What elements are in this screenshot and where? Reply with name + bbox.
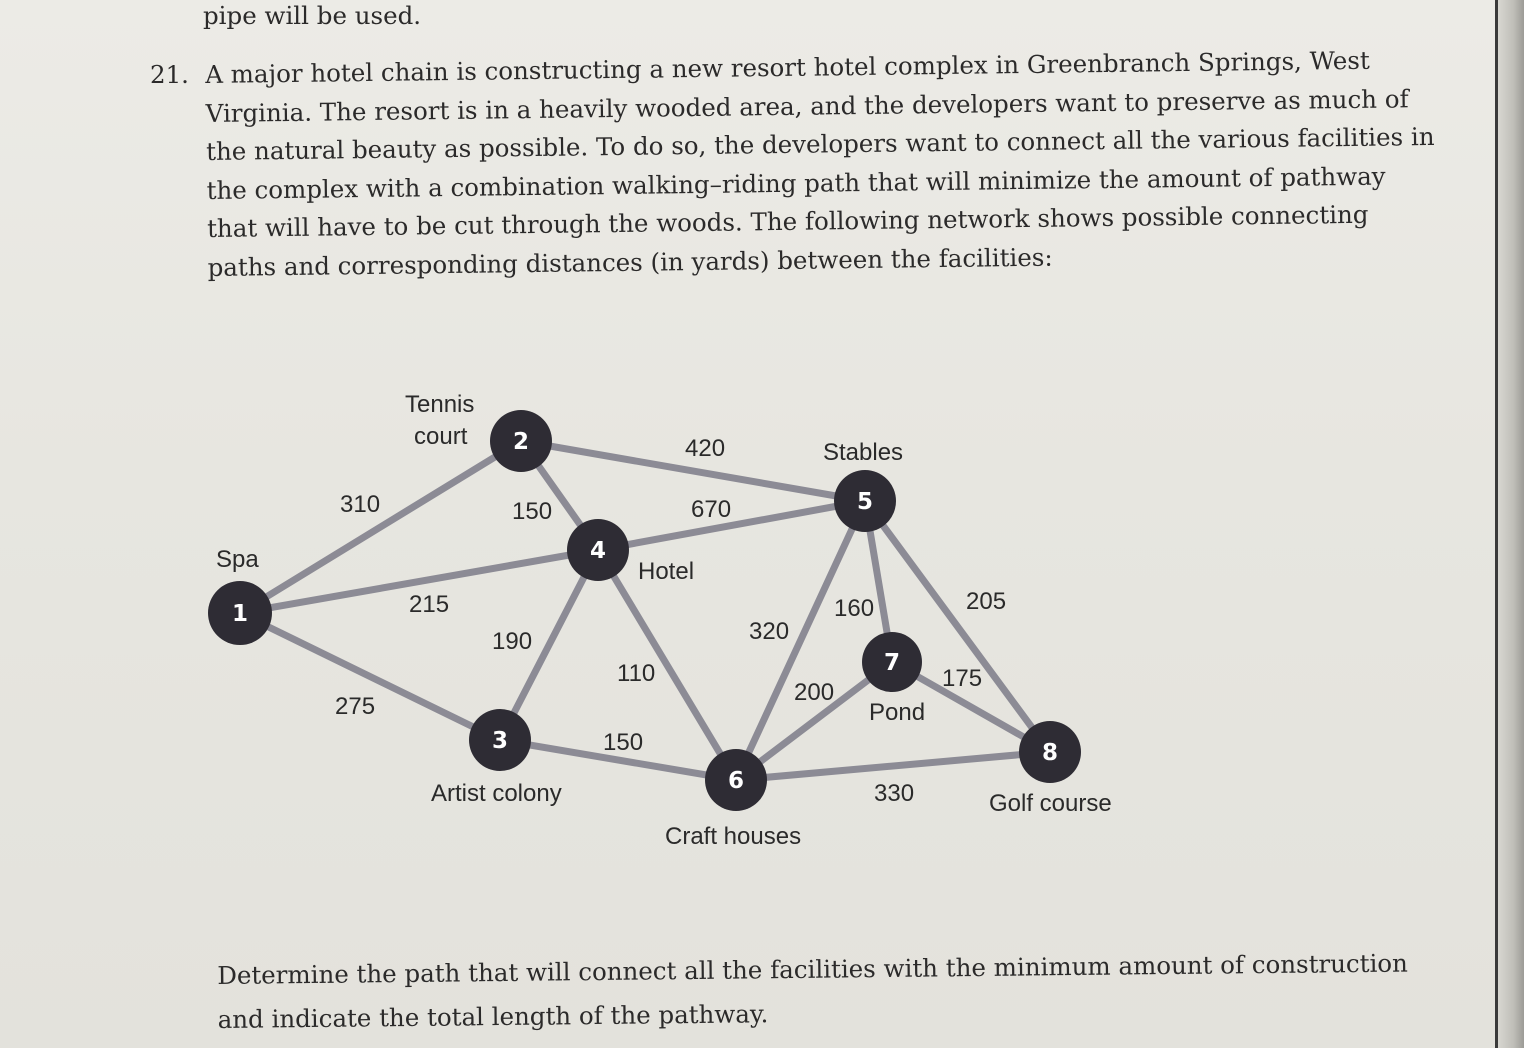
question-line: paths and corresponding distances (in yards) between the facilities: [207, 242, 1053, 282]
node-label-spa: Spa [216, 546, 259, 573]
edge-label-7-8: 175 [942, 665, 983, 692]
node-number: 2 [512, 429, 530, 455]
node-number: 8 [1041, 740, 1059, 766]
edge-label-4-6: 110 [617, 660, 656, 687]
edge-1-3 [240, 613, 500, 740]
node-number: 7 [883, 650, 901, 676]
node-4 [567, 519, 629, 581]
edge-label-2-4: 150 [512, 498, 553, 525]
edge-4-5 [598, 501, 865, 550]
node-label-tennis-court-line1: Tennis [405, 391, 475, 418]
footer-text [217, 941, 1418, 1042]
question-number: 21. [150, 60, 189, 89]
edge-label-7-6: 200 [794, 679, 835, 706]
edge-label-1-2: 310 [340, 491, 381, 518]
edge-label-1-3: 275 [335, 693, 376, 720]
node-label-pond: Pond [869, 699, 926, 726]
node-number: 6 [727, 768, 745, 794]
node-7 [862, 632, 922, 692]
question-line: that will have to be cut through the woods. The following network shows possible connecting [206, 199, 1369, 243]
node-label-craft-houses: Craft houses [665, 823, 802, 850]
footer-line: and indicate the total length of the pathway. [217, 999, 769, 1034]
edge-6-8 [736, 752, 1050, 780]
question-line: the natural beauty as possible. To do so, the developers want to connect all the various facilities in [205, 121, 1435, 166]
node-label-hotel: Hotel [638, 558, 695, 585]
edge-label-5-7: 160 [834, 595, 875, 622]
node-6 [705, 749, 767, 811]
node-3 [469, 709, 531, 771]
previous-text-line: pipe will be used. [203, 1, 422, 30]
edge-label-5-6: 320 [749, 618, 790, 645]
node-number: 1 [231, 601, 249, 627]
edge-label-1-4: 215 [409, 591, 450, 618]
question-line: A major hotel chain is constructing a new resort hotel complex in Greenbranch Springs, West [205, 45, 1370, 89]
node-label-tennis-court-line2: court [414, 423, 468, 450]
footer-line: Determine the path that will connect all the facilities with the minimum amount of construction [217, 948, 1409, 990]
node-label-artist-colony: Artist colony [431, 780, 562, 807]
edge-label-6-8: 330 [874, 780, 915, 807]
node-number: 3 [491, 728, 509, 754]
node-8 [1019, 721, 1081, 783]
question-line: Virginia. The resort is in a heavily wooded area, and the developers want to preserve as much of [205, 83, 1409, 128]
edge-label-3-6: 150 [603, 729, 644, 756]
node-labels [216, 391, 1112, 850]
node-1 [208, 581, 272, 645]
node-label-golf-course: Golf course [989, 790, 1112, 817]
edge-label-4-5: 670 [691, 496, 732, 523]
edge-label-2-5: 420 [685, 435, 726, 462]
question-line: the complex with a combination walking–riding path that will minimize the amount of pathway [206, 161, 1386, 205]
edge-label-4-3: 190 [492, 628, 533, 655]
edge-label-5-8: 205 [966, 588, 1007, 615]
node-number: 5 [856, 489, 874, 515]
node-label-stables: Stables [823, 439, 904, 466]
node-number: 4 [589, 538, 607, 564]
node-2 [490, 410, 552, 472]
node-5 [834, 470, 896, 532]
